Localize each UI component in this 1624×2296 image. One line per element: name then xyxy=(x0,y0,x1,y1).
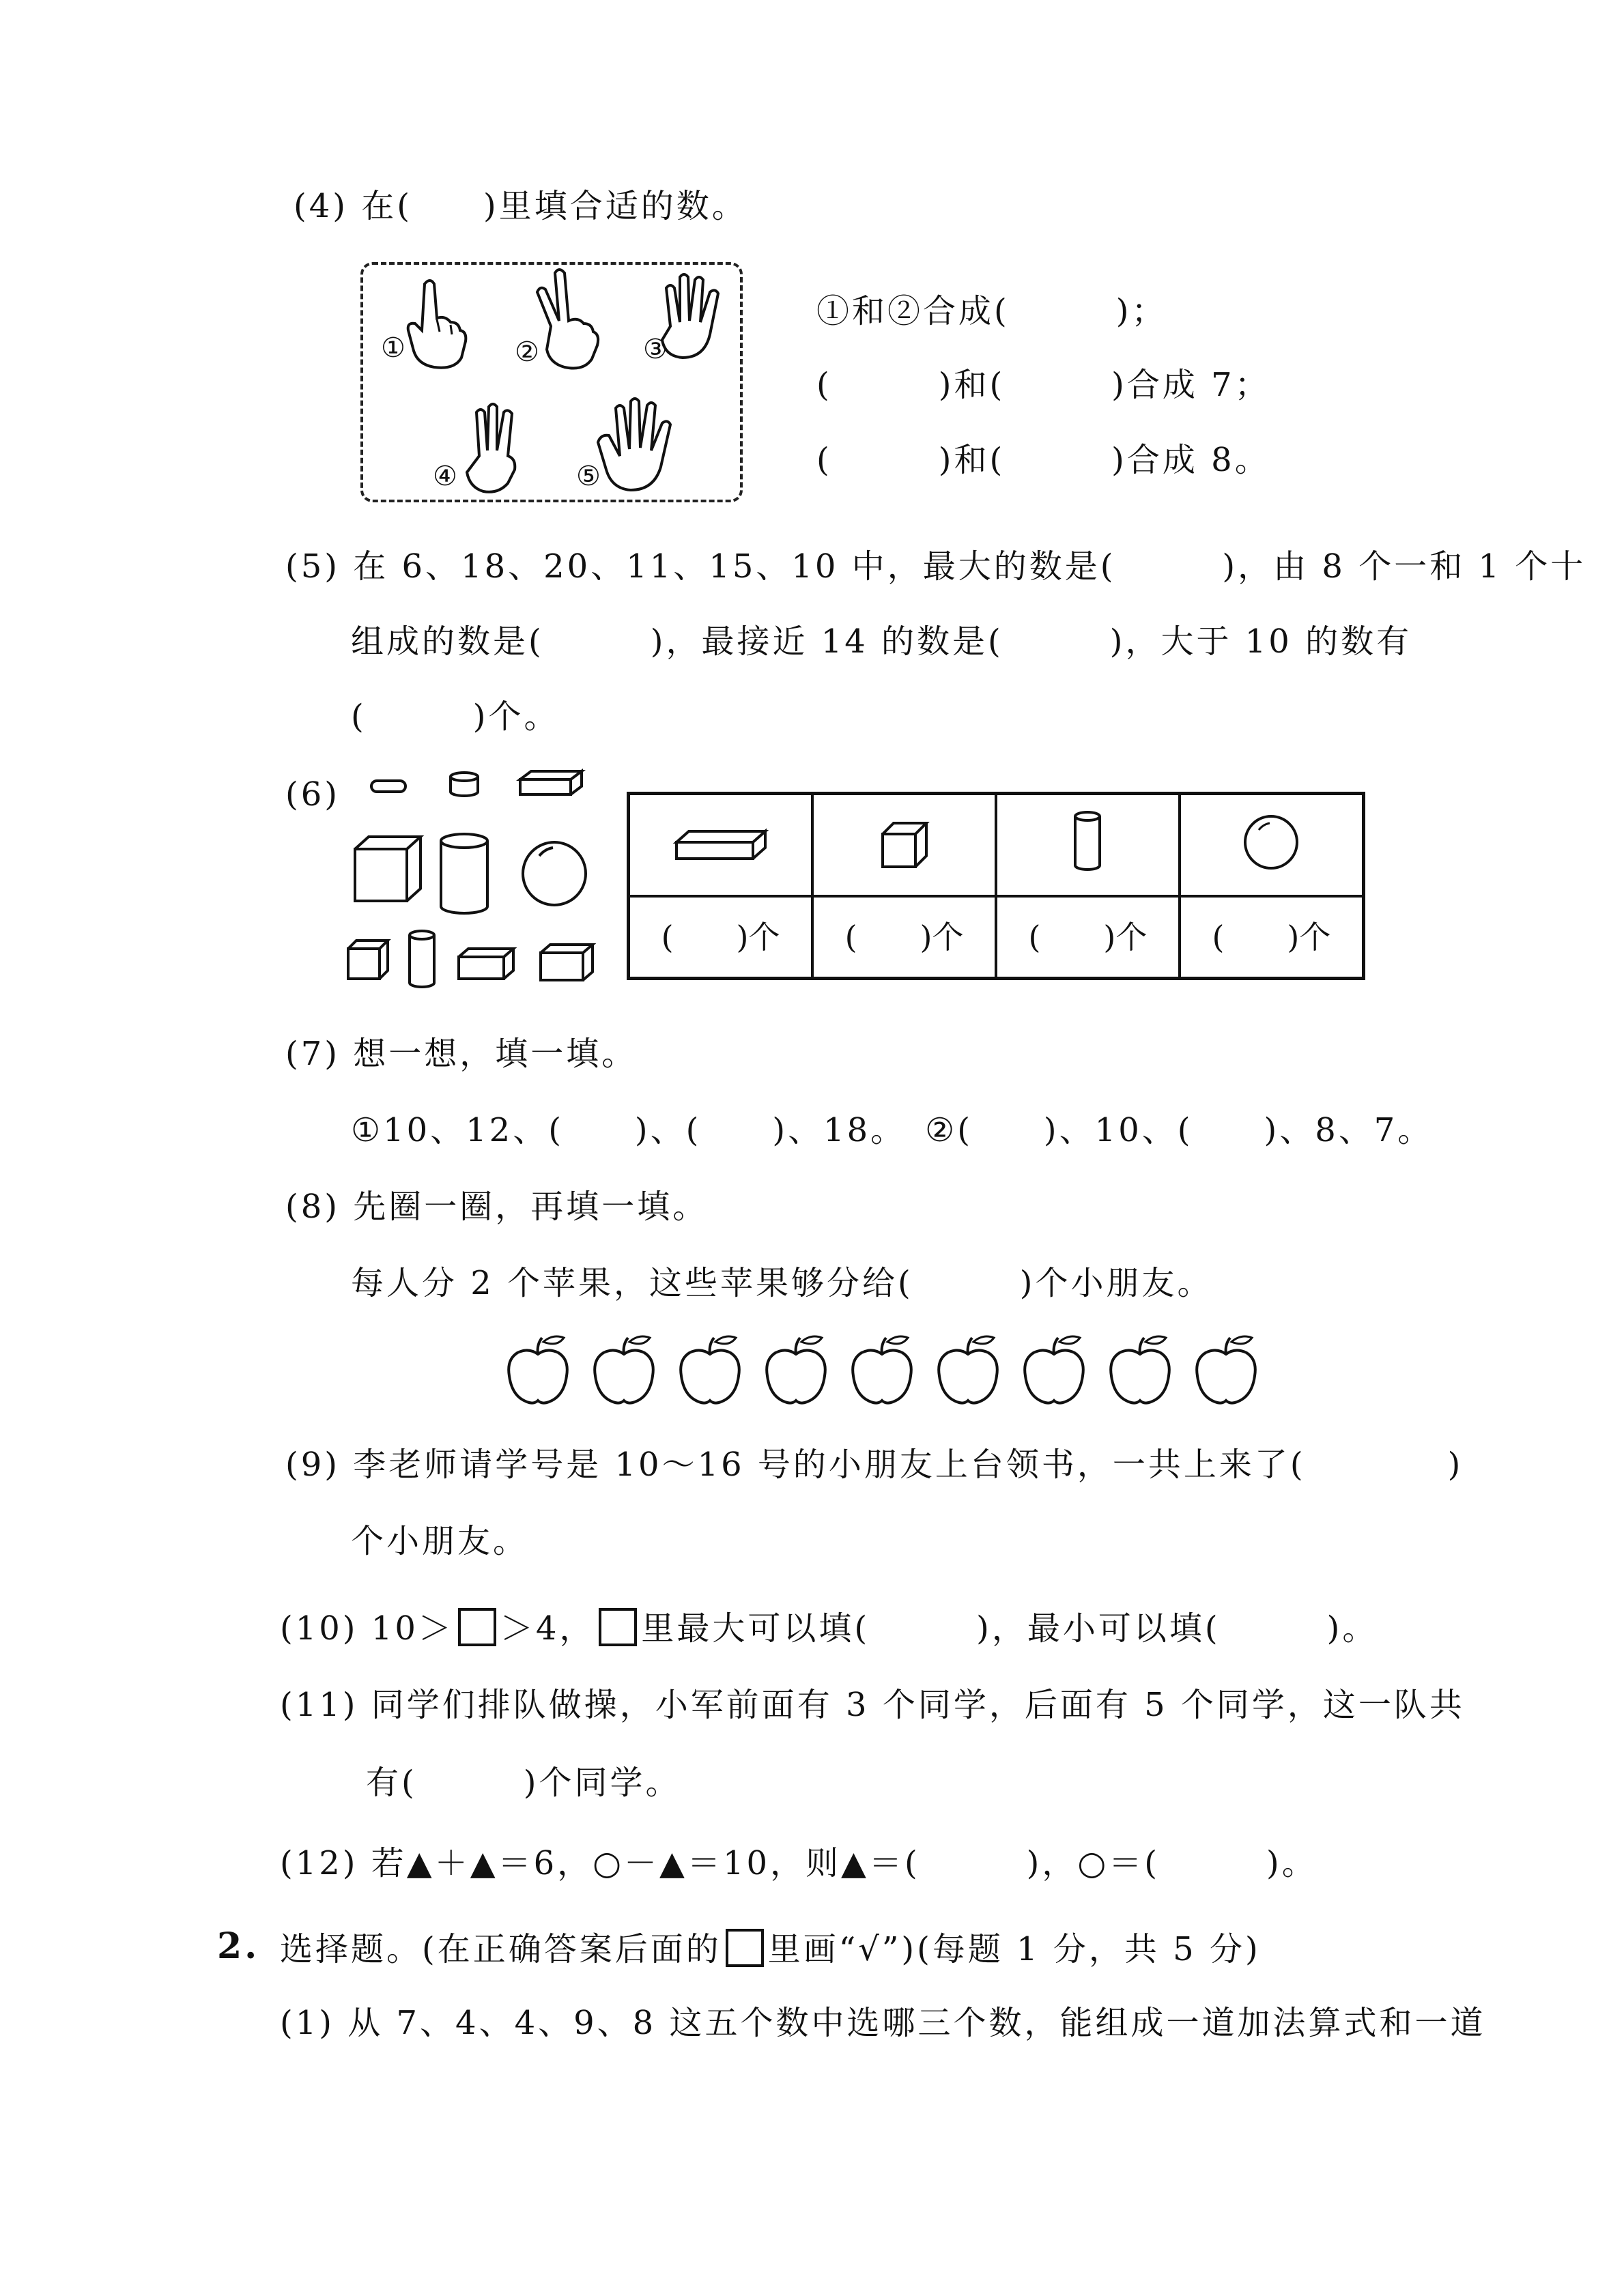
q8-prompt: (8) 先圈一圈，再填一填。 xyxy=(285,1188,709,1226)
section-2-heading xyxy=(280,1929,1261,1967)
solid-shapes-picture xyxy=(341,764,614,996)
cuboid-header-cell xyxy=(629,794,813,897)
cylinder-icon xyxy=(1067,809,1108,875)
section-2-number: 2. xyxy=(217,1925,260,1967)
q9-line-1: (9) 李老师请学号是 10～16 号的小朋友上台领书，一共上来了( ) xyxy=(285,1446,1464,1484)
hand-label-1: ① xyxy=(381,332,408,364)
section-2-part-2: 里画“√”)(每题 1 分，共 5 分) xyxy=(767,1930,1261,1968)
q10-line xyxy=(280,1608,1378,1646)
q10-part-1: (10) 10＞ xyxy=(280,1609,454,1648)
hand-three-fingers-icon xyxy=(445,388,547,497)
apple-icon xyxy=(763,1331,829,1406)
q9-line-2: 个小朋友。 xyxy=(351,1522,529,1560)
apple-icon xyxy=(1193,1331,1259,1406)
q12-line: (12) 若▲＋▲＝6，○－▲＝10，则▲＝( )，○＝( )。 xyxy=(280,1844,1317,1882)
apple-icon xyxy=(1107,1331,1173,1406)
q5-line-2: 组成的数是( )，最接近 14 的数是( )，大于 10 的数有 xyxy=(351,622,1412,661)
q4-line-2: ( )和( )合成 7； xyxy=(816,366,1270,404)
hand-label-3: ③ xyxy=(643,334,670,365)
apple-icon xyxy=(849,1331,915,1406)
cuboid-count-cell[interactable]: ( )个 xyxy=(629,896,813,979)
q5-line-3: ( )个。 xyxy=(351,698,560,736)
q4-line-3: ( )和( )合成 8。 xyxy=(816,441,1270,479)
section-2-q1-line: (1) 从 7、4、4、9、8 这五个数中选哪三个数，能组成一道加法算式和一道 xyxy=(280,2004,1486,2042)
section-2-part-1: 选择题。(在正确答案后面的 xyxy=(280,1930,722,1968)
q10-part-2: ＞4， xyxy=(500,1609,595,1648)
hand-label-2: ② xyxy=(515,336,542,368)
apple-icon xyxy=(935,1331,1001,1406)
hands-picture-box xyxy=(360,262,743,502)
q4-line-1: ①和②合成( )； xyxy=(816,292,1167,330)
shape-count-table xyxy=(627,792,1365,980)
section-2-check-box-icon xyxy=(726,1929,764,1967)
apple-icon xyxy=(677,1331,743,1406)
cube-header-cell xyxy=(812,794,996,897)
hand-label-4: ④ xyxy=(433,461,460,492)
q8-line: 每人分 2 个苹果，这些苹果够分给( )个小朋友。 xyxy=(351,1264,1213,1302)
q7-line: ①10、12、( )、( )、18。 ②( )、10、( )、8、7。 xyxy=(351,1111,1434,1149)
q7-prompt: (7) 想一想，填一填。 xyxy=(285,1035,638,1073)
sphere-count-cell[interactable]: ( )个 xyxy=(1180,896,1364,979)
cube-icon xyxy=(877,815,932,870)
hand-label-5: ⑤ xyxy=(576,461,603,492)
sphere-icon xyxy=(1238,809,1304,875)
q10-answer-box-1[interactable] xyxy=(458,1608,496,1646)
cuboid-icon xyxy=(670,822,772,863)
apple-icon xyxy=(1021,1331,1087,1406)
q11-line-1: (11) 同学们排队做操，小军前面有 3 个同学，后面有 5 个同学，这一队共 xyxy=(280,1686,1465,1724)
q6-label: (6) xyxy=(285,775,340,814)
q5-line-1: (5) 在 6、18、20、11、15、10 中，最大的数是( )，由 8 个一和 1 个十 xyxy=(285,547,1586,586)
q11-line-2: 有( )个同学。 xyxy=(366,1764,681,1802)
q10-answer-box-2[interactable] xyxy=(599,1608,637,1646)
sphere-header-cell xyxy=(1180,794,1364,897)
apple-icon xyxy=(505,1331,571,1406)
q10-part-3: 里最大可以填( )，最小可以填( )。 xyxy=(641,1609,1378,1648)
cylinder-header-cell xyxy=(996,794,1180,897)
cylinder-count-cell[interactable]: ( )个 xyxy=(996,896,1180,979)
q4-prompt: (4) 在( )里填合适的数。 xyxy=(294,187,747,225)
hand-five-fingers-icon xyxy=(588,388,698,497)
apple-icon xyxy=(591,1331,657,1406)
cube-count-cell[interactable]: ( )个 xyxy=(812,896,996,979)
